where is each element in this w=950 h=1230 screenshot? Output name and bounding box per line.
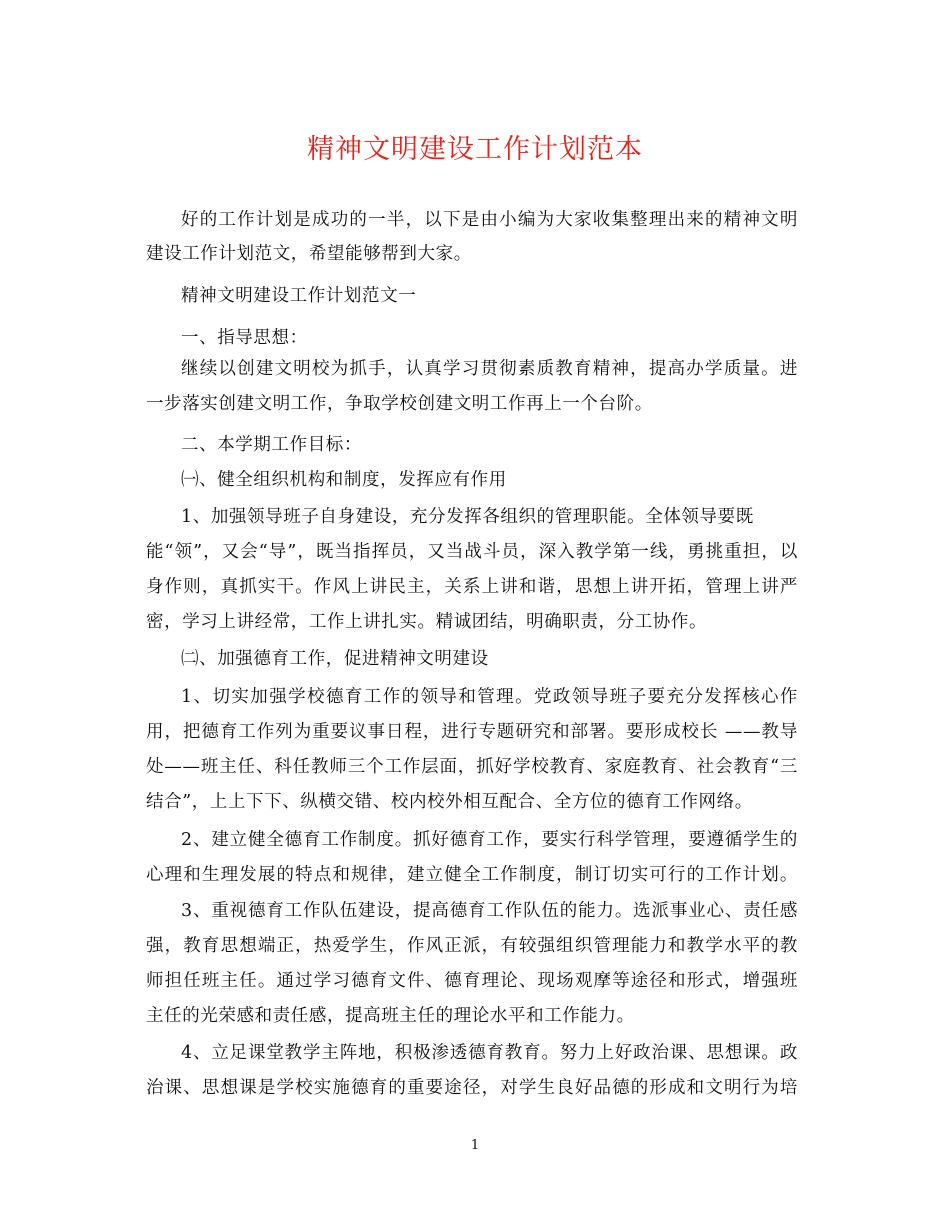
paragraph-line: 能“领”，又会“导”，既当指挥员，又当战斗员，深入教学第一线，勇挑重担，以 (146, 542, 798, 562)
paragraph-line: 1、切实加强学校德育工作的领导和管理。党政领导班子要充分发挥核心作 (181, 687, 798, 707)
paragraph-line: 建设工作计划范文，希望能够帮到大家。 (146, 244, 472, 264)
section-heading: 二、本学期工作目标： (181, 435, 362, 455)
section-heading: 一、指导思想： (181, 328, 308, 348)
paragraph-line: 心理和生理发展的特点和规律，建立健全工作制度，制订切实可行的工作计划。 (146, 865, 798, 885)
paragraph-line: 师担任班主任。通过学习德育文件、德育理论、现场观摩等途径和形式，增强班 (146, 971, 798, 991)
subsection-heading: ㈡、加强德育工作，促进精神文明建设 (181, 649, 489, 669)
paragraph-line: 2、建立健全德育工作制度。抓好德育工作，要实行科学管理，要遵循学生的 (181, 830, 798, 850)
paragraph-line: 处——班主任、科任教师三个工作层面，抓好学校教育、家庭教育、社会教育“三 (146, 757, 798, 777)
paragraph-line: 继续以创建文明校为抓手，认真学习贯彻素质教育精神，提高办学质量。进 (181, 359, 798, 379)
paragraph-line: 一步落实创建文明工作，争取学校创建文明工作再上一个台阶。 (146, 394, 653, 414)
paragraph-line: 4、立足课堂教学主阵地，积极渗透德育教育。努力上好政治课、思想课。政 (181, 1043, 798, 1063)
paragraph-line: 强，教育思想端正，热爱学生，作风正派，有较强组织管理能力和教学水平的教 (146, 936, 798, 956)
paragraph-line: 3、重视德育工作队伍建设，提高德育工作队伍的能力。选派事业心、责任感 (181, 901, 798, 921)
paragraph-line: 主任的光荣感和责任感，提高班主任的理论水平和工作能力。 (146, 1006, 635, 1026)
paragraph-line: 身作则，真抓实干。作风上讲民主，关系上讲和谐，思想上讲开拓，管理上讲严 (146, 577, 798, 597)
paragraph-line: 1、加强领导班子自身建设，充分发挥各组织的管理职能。全体领导要既 (181, 507, 754, 527)
section-heading: 精神文明建设工作计划范文一 (181, 286, 417, 306)
paragraph-line: 用，把德育工作列为重要议事日程，进行专题研究和部署。要形成校长 ——教导 (146, 722, 798, 742)
page-number: 1 (470, 1138, 480, 1153)
document-title: 精神文明建设工作计划范本 (307, 134, 643, 165)
paragraph-line: 密，学习上讲经常，工作上讲扎实。精诚团结，明确职责，分工协作。 (146, 612, 708, 632)
paragraph-line: 治课、思想课是学校实施德育的重要途径，对学生良好品德的形成和文明行为培 (146, 1078, 798, 1098)
paragraph-line: 结合”，上上下下、纵横交错、校内校外相互配合、全方位的德育工作网络。 (146, 792, 753, 812)
subsection-heading: ㈠、健全组织机构和制度，发挥应有作用 (181, 470, 507, 490)
paragraph-line: 好的工作计划是成功的一半，以下是由小编为大家收集整理出来的精神文明 (181, 210, 798, 230)
